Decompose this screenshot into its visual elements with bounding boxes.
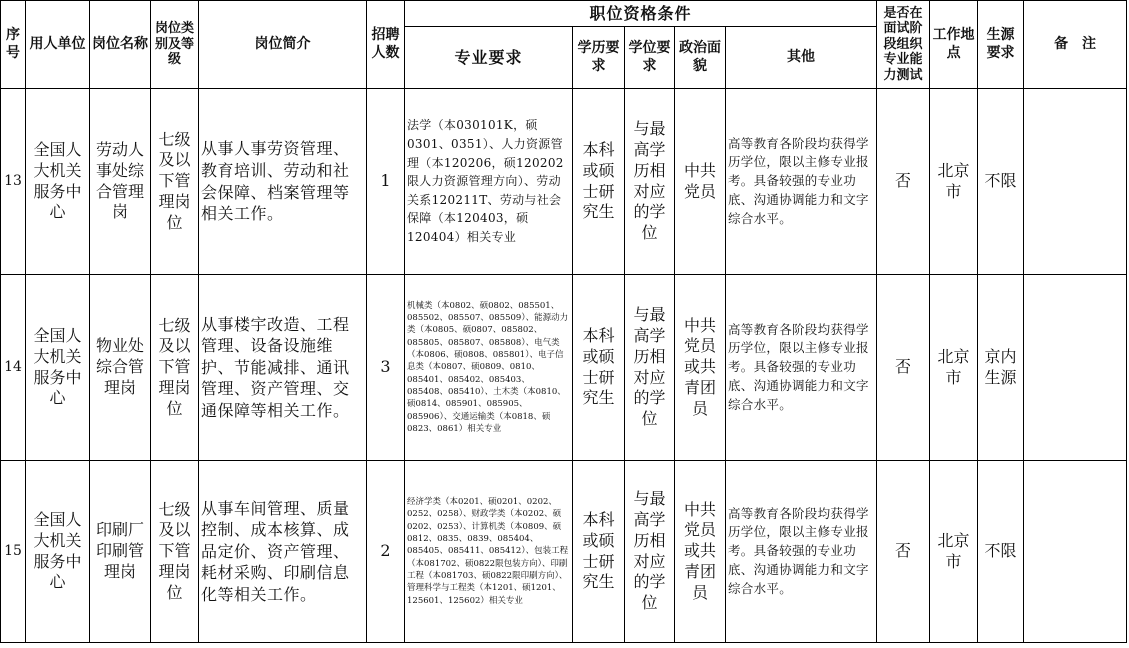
cell-remark <box>1024 461 1127 643</box>
header-count: 招聘人数 <box>367 1 405 89</box>
cell-post-category: 七级及以下管理岗位 <box>151 461 199 643</box>
cell-post-name: 劳动人事处综合管理岗 <box>90 89 151 275</box>
cell-location: 北京市 <box>930 275 978 461</box>
table-row <box>1 275 1127 461</box>
header-seq: 序号 <box>1 1 26 89</box>
header-post-name: 岗位名称 <box>90 1 151 89</box>
cell-source: 京内生源 <box>978 275 1024 461</box>
cell-unit: 全国人大机关服务中心 <box>26 89 90 275</box>
cell-source: 不限 <box>978 461 1024 643</box>
cell-count: 2 <box>367 461 405 643</box>
cell-other: 高等教育各阶段均获得学历学位，限以主修专业报考。具备较强的专业功底、沟通协调能力和文字综合水平。 <box>726 89 877 275</box>
cell-location: 北京市 <box>930 89 978 275</box>
header-degree: 学位要求 <box>625 27 675 89</box>
cell-other: 高等教育各阶段均获得学历学位，限以主修专业报考。具备较强的专业功底、沟通协调能力和文字综合水平。 <box>726 461 877 643</box>
cell-seq: 14 <box>1 275 26 461</box>
cell-post-intro: 从事车间管理、质量控制、成本核算、成品定价、资产管理、耗材采购、印刷信息化等相关工作。 <box>199 461 367 643</box>
cell-location: 北京市 <box>930 461 978 643</box>
header-remark: 备 注 <box>1024 1 1127 89</box>
cell-test: 否 <box>877 89 930 275</box>
header-test: 是否在面试阶段组织专业能力测试 <box>877 1 930 89</box>
cell-degree: 与最高学历相对应的学位 <box>625 275 675 461</box>
header-row-1 <box>1 1 1127 27</box>
cell-major: 法学（本030101K，硕0301、0351）、人力资源管理（本120206，硕120202限人力资源管理方向）、劳动关系120211T、劳动与社会保障（本120403，硕120404）相关专业 <box>405 89 573 275</box>
cell-education: 本科或硕士研究生 <box>573 461 625 643</box>
cell-political: 中共党员 <box>675 89 726 275</box>
cell-major: 机械类（本0802、硕0802、085501、085502、085507、085509）、能源动力类（本0805、硕0807、085802、085805、085807、085808）、电气类（本0806、硕0808、085801）、电子信息类（本0807、硕0809、0810、085401、085402、085403、085408、085410）、土木类（本0810、硕0814、085901、085905、085906）、交通运输类（本0818、硕0823、0861）相关专业 <box>405 275 573 461</box>
cell-major: 经济学类（本0201、硕0201、0202、0252、0258）、财政学类（本0202、硕0202、0253）、计算机类（本0809、硕0812、0835、0839、085404、085405、085411、085412）、包装工程（本081702、硕0822限包装方向）、印刷工程（本081703、硕0822限印刷方向）、管理科学与工程类（本1201、硕1201、125601、125602）相关专业 <box>405 461 573 643</box>
cell-post-category: 七级及以下管理岗位 <box>151 275 199 461</box>
header-major: 专业要求 <box>405 27 573 89</box>
cell-political: 中共党员或共青团员 <box>675 275 726 461</box>
cell-post-intro: 从事楼宇改造、工程管理、设备设施维护、节能减排、通讯管理、资产管理、交通保障等相关工作。 <box>199 275 367 461</box>
cell-unit: 全国人大机关服务中心 <box>26 275 90 461</box>
header-source: 生源要求 <box>978 1 1024 89</box>
cell-education: 本科或硕士研究生 <box>573 89 625 275</box>
header-political: 政治面貌 <box>675 27 726 89</box>
cell-count: 3 <box>367 275 405 461</box>
cell-other: 高等教育各阶段均获得学历学位，限以主修专业报考。具备较强的专业功底、沟通协调能力和文字综合水平。 <box>726 275 877 461</box>
cell-test: 否 <box>877 275 930 461</box>
cell-degree: 与最高学历相对应的学位 <box>625 89 675 275</box>
cell-count: 1 <box>367 89 405 275</box>
table-row <box>1 461 1127 643</box>
cell-post-intro: 从事人事劳资管理、教育培训、劳动和社会保障、档案管理等相关工作。 <box>199 89 367 275</box>
header-other: 其他 <box>726 27 877 89</box>
cell-unit: 全国人大机关服务中心 <box>26 461 90 643</box>
cell-source: 不限 <box>978 89 1024 275</box>
table-row <box>1 89 1127 275</box>
cell-degree: 与最高学历相对应的学位 <box>625 461 675 643</box>
cell-seq: 15 <box>1 461 26 643</box>
header-post-category: 岗位类别及等级 <box>151 1 199 89</box>
cell-remark <box>1024 275 1127 461</box>
header-location: 工作地点 <box>930 1 978 89</box>
cell-remark <box>1024 89 1127 275</box>
cell-post-name: 印刷厂印刷管理岗 <box>90 461 151 643</box>
cell-test: 否 <box>877 461 930 643</box>
cell-post-category: 七级及以下管理岗位 <box>151 89 199 275</box>
cell-seq: 13 <box>1 89 26 275</box>
cell-post-name: 物业处综合管理岗 <box>90 275 151 461</box>
header-unit: 用人单位 <box>26 1 90 89</box>
cell-education: 本科或硕士研究生 <box>573 275 625 461</box>
cell-political: 中共党员或共青团员 <box>675 461 726 643</box>
header-education: 学历要求 <box>573 27 625 89</box>
header-post-intro: 岗位简介 <box>199 1 367 89</box>
header-qualification-group: 职位资格条件 <box>405 1 877 27</box>
